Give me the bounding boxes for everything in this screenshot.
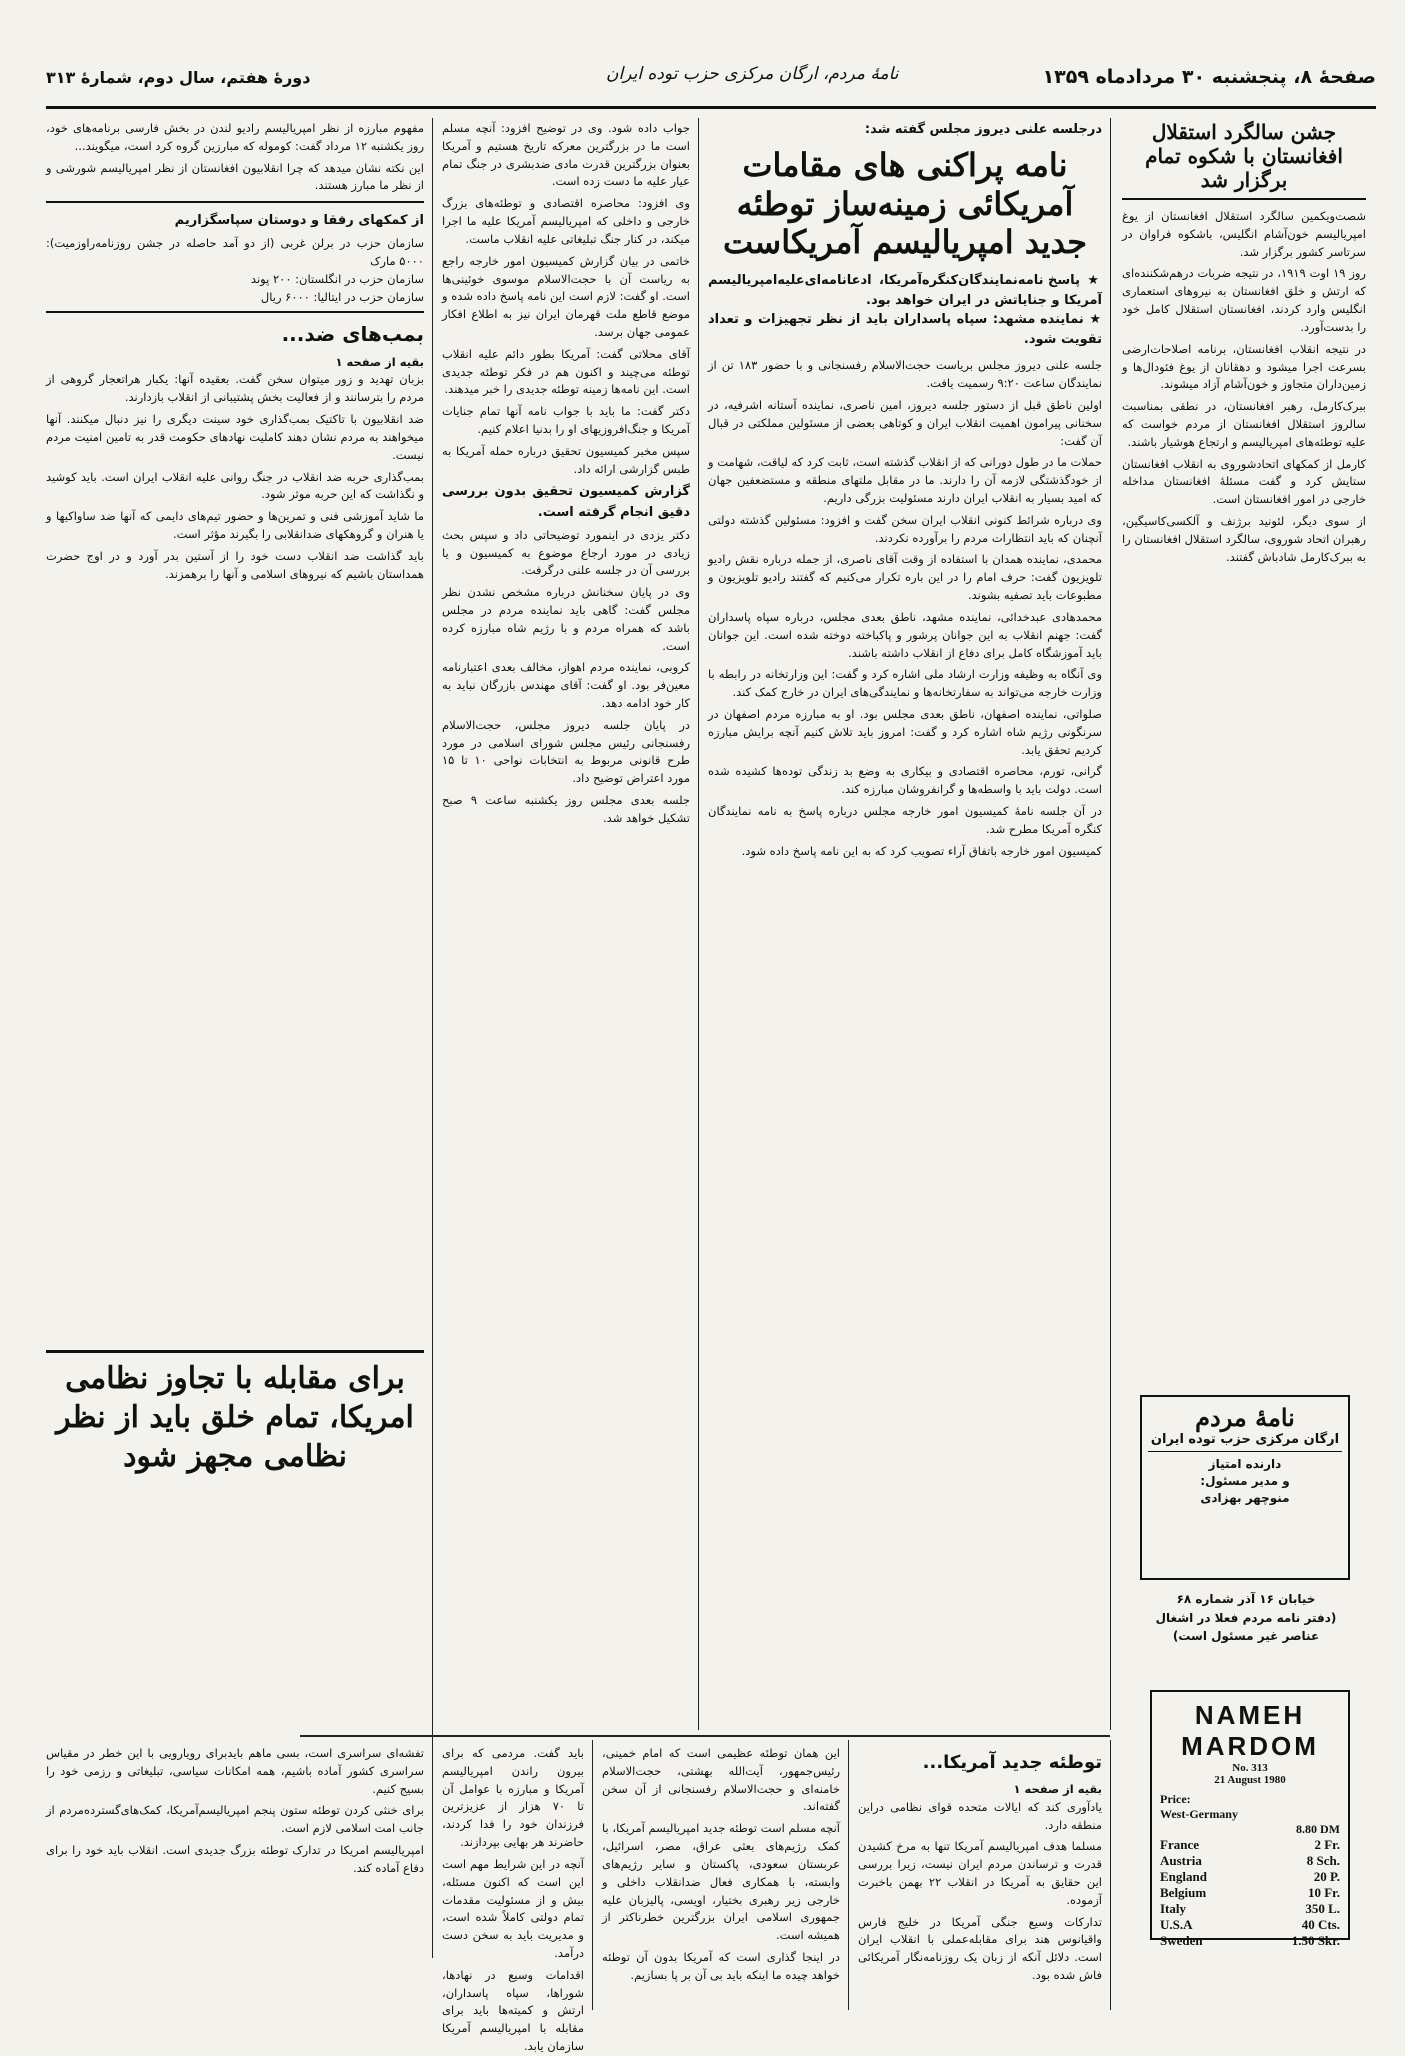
bombs-paragraph: بزبان تهدید و زور میتوان سخن گفت. بعقیده آنها: یکبار هراتعجار گروهی از مردم را بترسانند و از فعالیت بخش پشتیبانی از انقلاب بازدارند. (46, 372, 424, 405)
price-row (1160, 1901, 1340, 1917)
column-rule (1110, 1740, 1111, 2010)
issue-no: No. 313 (1232, 1762, 1268, 1774)
price-country: Austria (1160, 1853, 1202, 1868)
plot-paragraph: مسلما هدف امپریالیسم آمریکا تنها به مرخ کشیدن قدرت و ترساندن مردم ایران نیست، زیرا بررسی این حقایق به آمریکا در انقلاب ۲۲ بهمن باخبرت آزموده. (858, 1839, 1102, 1907)
mardom-title: MARDOM (1181, 1731, 1319, 1761)
main-paragraph: جلسه علنی دیروز مجلس بریاست حجت‌الاسلام رفسنجانی و با حضور ۱۸۳ تن از نمایندگان ساعت ۹:۲۰ رسمیت یافت. (708, 358, 1102, 391)
plot-paragraph: یادآوری کند که ایالات متحده قوای نظامی دراین منطقه دارد. (858, 1799, 1102, 1832)
column-rule (432, 118, 433, 1958)
main-article (708, 120, 1102, 1730)
price-country: France (1160, 1837, 1199, 1852)
main-kicker: درجلسه علنی دیروز مجلس گفته شد: (864, 122, 1102, 137)
main-paragraph: محمدی، نماینده همدان با استفاده از وقت آقای ناصری، از جمله درباره نقش رادیو تلویزیون گفت: حرف امام را در این باره تکرار می‌کنیم که گفتند رادیو تلویزیون و مطبوعات باید تصفیه بشوند. (708, 552, 1102, 603)
article-paragraph: دکتر گفت: ما باید با جواب نامه آنها تمام جنایات آمریکا و جنگ‌افروزیهای او را بدنیا اعلام کنیم. (442, 404, 690, 436)
main-paragraph: حملات ما در طول دورانی که از انقلاب گذشته است، ثابت کرد که لیاقت، شهامت و از خودگذشتگی لازمه آن را دارند. ما در مقابل ملتهای منطقه و مستضعفین جهان که امید بسیار به انقلاب ایران دارند مسئولیت بزرگی داریم. (708, 455, 1102, 505)
plot-paragraph: در اینجا گذاری است که آمریکا بدون آن توطئه خواهد چیده ما اینکه باید بی آن بر پا بسازیم. (602, 1949, 840, 1982)
price-row (1160, 1869, 1340, 1885)
masthead-line: منوچهر بهزادی (1200, 1490, 1290, 1505)
plot-title: توطئه جدید آمریکا... (922, 1752, 1102, 1773)
price-country: Belgium (1160, 1885, 1207, 1900)
radio-paragraph: این نکته نشان میدهد که چرا انقلابیون افغانستان از نظر امپریالیسم شورشی و از نظر ما مبارز هستند. (46, 160, 424, 193)
main-bullet: ★ نماینده مشهد: سپاه پاسداران باید از نظر تجهیزات و تعداد تقویت شود. (708, 310, 1102, 349)
article-paragraph: وی در پایان سخنانش درباره مشخص نشدن نظر مجلس گفت: گاهی باید نماینده مردم در مجلس باشد که همراه مردم و با رژیم شاه مبارزه کرده است. (442, 585, 690, 653)
masthead-line: دارنده امتیاز (1208, 1457, 1282, 1471)
bombs-paragraph: ضد انقلابیون با تاکتیک بمب‌گذاری خود سینت دیگری را نیز دنبال میکنند. آنها میخواهند به مردم نشان دهند کاملیت نهادهای حکومت قدر به تامین امنیت مردم نیست. (46, 412, 424, 462)
price-row (1160, 1933, 1340, 1949)
donation-line: سازمان حزب در ایتالیا: ۶۰۰۰ ریال (260, 289, 424, 304)
main-paragraph: اولین ناطق قبل از دستور جلسه دیروز، امین ناصری، نماینده آستانه اشرفیه، در سخنانی پیرامون اهمیت انقلاب ایران و کوتاهی بعضی از مسئولین مملکتی در قبال آن گفت: (708, 397, 1102, 448)
main-paragraph: وی درباره شرائط کنونی انقلاب ایران سخن گفت و افزود: مسئولین گذشته دولتی آنچنان که باید انتظارات مردم را برآورده نکردند. (708, 512, 1102, 545)
article-paragraph: آقای محلاتی گفت: آمریکا بطور دائم علیه انقلاب توطئه می‌چیند و اکنون هم در فکر توطئه جدیدی است. این نامه‌ها زمینه توطئه جدیدی را خبر میدهند. (442, 346, 690, 397)
issue-date: 21 August 1980 (1214, 1774, 1286, 1786)
price-row (1160, 1885, 1340, 1901)
donations-title: از کمکهای رفقا و دوستان سپاسگزاریم (174, 213, 424, 229)
afghan-paragraph: روز ۱۹ اوت ۱۹۱۹، در نتیجه ضربات درهم‌شکننده‌ای که ارتش و خلق افغانستان به نیروهای استعماری انگلیس وارد کردند، افغانستان استقلال کامل خود را بدست‌آورد. (1122, 266, 1366, 334)
column-rule (1110, 118, 1111, 1730)
price-value: 2 Fr. (1314, 1837, 1340, 1852)
bombs-paragraph: باید گذاشت ضد انقلاب دست خود را از آستین بدر آورد و در اوج حضرت همداستان باشیم که نیروهای اسلامی و آنها را برهمزند. (46, 548, 424, 581)
main-paragraph: صلواتی، نماینده اصفهان، ناطق بعدی مجلس بود. او به مبارزه مردم اصفهان در سرنگونی رژیم شاه اشاره کرد و گفت: امروز باید تلاش کنیم آنچه برایش مبارزه کردیم تحقق یابد. (708, 706, 1102, 757)
price-value: 10 Fr. (1307, 1885, 1340, 1900)
article-paragraph: جلسه بعدی مجلس روز یکشنبه ساعت ۹ صبح تشکیل خواهد شد. (442, 793, 690, 825)
left-column (46, 120, 424, 1340)
nameh-title: NAMEH (1194, 1700, 1306, 1730)
article-paragraph: جواب داده شود. وی در توضیح افزود: آنچه مسلم است ما در بزرگترین معرکه تاریخ هستیم و آمریکا بعنوان بزرگترین قدرت مادی ضدبشری در جنگ تمام عیار علیه ما دست زده است. (442, 121, 690, 189)
afghan-paragraph: کارمل از کمکهای اتحادشوروی به انقلاب افغانستان ستایش کرد و گفت مسئلهٔ افغانستان مداخله خارجی در امور افغانستان است. (1122, 456, 1366, 507)
masthead-subtitle: ارگان مرکزی حزب توده ایران (1148, 1432, 1342, 1452)
price-value: 40 Cts. (1301, 1917, 1340, 1932)
radio-paragraph: مفهوم مبارزه از نظر امپریالیسم رادیو لندن در بخش فارسی برنامه‌های خود، روز یکشنبه ۱۲ مرداد گفت: کوموله که مبارزین گروه کرد است، میگویند... (46, 121, 424, 153)
donations-box (46, 201, 424, 312)
column-rule (592, 1740, 593, 2010)
main-paragraph: کمیسیون امور خارجه باتفاق آراء تصویب کرد که به این نامه پاسخ داده شود. (741, 843, 1102, 858)
plot-paragraph: برای خنثی کردن توطئه ستون پنجم امپریالیسم‌آمریکا، کمک‌های‌گسترده‌مردم از جانب امت اسلامی لازم است. (46, 1803, 424, 1836)
article-paragraph: وی افزود: محاصره اقتصادی و توطئه‌های بزرگ خارجی و داخلی که امپریالیسم آمریکا علیه ما اجرا میکند، در کنار جنگ تبلیغاتی علیه انقلاب ماست. (442, 196, 690, 246)
price-box (1150, 1690, 1350, 1948)
plot-paragraph: این همان توطئه عظیمی است که امام خمینی، رئیس‌جمهور، آیت‌الله بهشتی، حجت‌الاسلام خامنه‌ای و حجت‌الاسلام رفسنجانی از آن سخن گفته‌اند. (602, 1746, 840, 1814)
main-bullet: ★ پاسخ نامه‌نمایندگان‌کنگره‌آمریکا، ادعانامه‌ای‌علیه‌امپریالیسم آمریکا و جنایاتش در ایران خواهد بود. (708, 271, 1102, 310)
afghan-paragraph: شصت‌ویکمین سالگرد استقلال افغانستان از یوغ امپریالیسم خون‌آشام انگلیس، باشکوه فراوان در سرتاسر کشور برگزار شد. (1122, 209, 1366, 259)
bombs-continued: بقیه از صفحه ۱ (335, 354, 424, 369)
plot-paragraph: امپریالیسم امریکا در تدارک توطئه بزرگ جدیدی است. انقلاب باید خود را برای دفاع آماده کند. (46, 1843, 424, 1875)
military-headline: برای مقابله با تجاوز نظامی امریکا، تمام خلق باید از نظر نظامی مجهز شود (46, 1350, 424, 1476)
masthead-address (1136, 1590, 1356, 1646)
plot-paragraph: باید گفت. مردمی که برای بیرون راندن امپریالیسم آمریکا و مبارزه با عوامل آن تا ۷۰ هزار از عزیزترین فرزندان خود را فدا کردند، حاضرند هر بهایی بپردازند. (442, 1746, 584, 1850)
article-paragraph: سپس مخبر کمیسیون تحقیق درباره حمله آمریکا به طبس گزارشی ارائه داد. (442, 443, 690, 476)
price-country: U.S.A (1160, 1917, 1193, 1932)
afghan-paragraph: در نتیجه انقلاب افغانستان، برنامه اصلاحات‌ارضی بسرعت اجرا میشود و دهقانان از یوغ فئودال‌ها و زمین‌داران متجاوز و خون‌آشام آزاد میشوند. (1122, 341, 1366, 392)
main-paragraph: وی آنگاه به وظیفه وزارت ارشاد ملی اشاره کرد و گفت: این وزارتخانه در رابطه با وزارت خارجه می‌تواند به سفارتخانه‌ها و نمایندگی‌های ایران در خارج کمک کند. (708, 667, 1102, 700)
price-country: England (1160, 1869, 1207, 1884)
masthead-lines (1148, 1456, 1342, 1506)
donation-line: سازمان حزب در برلن غربی (از دو آمد حاصله در جشن روزنامه‌راوزمیت): ۵۰۰۰ مارک (46, 236, 424, 269)
main-headline: نامه پراکنی های مقامات آمریکائی زمینه‌ساز توطئه جدید امپریالیسم آمریکاست (722, 146, 1088, 261)
price-country-main: West-Germany (1160, 1807, 1238, 1821)
price-row (1160, 1917, 1340, 1933)
header-date: صفحهٔ ۸، پنجشنبه ۳۰ مردادماه ۱۳۵۹ (1042, 66, 1376, 88)
afghan-paragraph: از سوی دیگر، لئونید برژنف و آلکسی‌کاسیگین، رهبران اتحاد شوروی، سالگرد استقلال افغانستان را به ببرک‌کارمل شادباش گفتند. (1121, 514, 1366, 564)
plot-paragraph: اقدامات وسیع در نهادها، شوراها، سپاه پاسداران، ارتش و کمیته‌ها باید برای مقابله با امپریالیسم آمریکا سازمان یابد. (442, 1967, 584, 2053)
price-value: 8 Sch. (1306, 1853, 1340, 1868)
article-subhead: گزارش کمیسیون تحقیق بدون بررسی دقیق انجام گرفته است. (442, 484, 690, 520)
plot-article (858, 1745, 1102, 2010)
plot-paragraph: آنچه در این شرایط مهم است این است که اکنون مسئله، بیش و از مسئولیت مقدمات تمام دولتی کاملاً شده است، و مدیریت باید به سخن دست درآمد. (442, 1856, 584, 1960)
plot-paragraph: آنچه مسلم است توطئه جدید امپریالیسم آمریکا، با کمک رژیم‌های بعثی عراق، مصر، اسرائیل، عربستان سعودی، پاکستان و سایر رژیم‌های وابسته، با همکاری فعال ضدانقلاب داخلی و خارجی زیر رهبری بختیار، اویسی، پالیزبان علیه جمهوری اسلامی ایران بزرگترین خطرناکتر از همیشه است. (602, 1821, 840, 1943)
plot-article-col3 (442, 1745, 584, 2053)
continued-article (442, 120, 690, 1730)
price-row (1160, 1837, 1340, 1853)
afghan-article (1122, 120, 1366, 1120)
price-row (1160, 1853, 1340, 1869)
bombs-paragraph: بمب‌گذاری حربه ضد انقلاب در جنگ روانی علیه انقلاب ایران است. باید کوشید و نگذاشت که این حربه موثر شود. (46, 469, 424, 502)
page-header (46, 58, 1376, 109)
main-paragraph: گرانی، تورم، محاصره اقتصادی و بیکاری به وضع بد زندگی توده‌ها کشیده شده است. دولت باید با واسطه‌ها و گرانفروشان مبارزه کند. (708, 764, 1102, 797)
price-label: Price: (1160, 1792, 1191, 1806)
price-value: 20 P. (1313, 1869, 1340, 1884)
header-masthead: نامهٔ مردم، ارگان مرکزی حزب توده ایران (606, 64, 899, 84)
masthead-title: نامهٔ مردم (1195, 1403, 1295, 1432)
section-rule (300, 1735, 1110, 1737)
plot-paragraph: تدارکات وسیع جنگی آمریکا در خلیج فارس واقیانوس هند برای مقابله‌عملی با انقلاب ایران است. دلائل آنکه از زبان یک روزنامه‌نگار آمریکائی فاش شده بود. (858, 1914, 1102, 1983)
article-paragraph: در پایان جلسه دیروز مجلس، حجت‌الاسلام رفسنجانی رئیس مجلس شورای اسلامی در مورد طرح قانونی مربوط به انتخابات نواحی ۱۰ تا ۱۵ مورد اعتراض توضیح داد. (442, 717, 690, 786)
main-paragraph: محمدهادی عبدخدائی، نماینده مشهد، ناطق بعدی مجلس، درباره سپاه پاسداران گفت: جهنم انقلاب به این جوانان پرشور و پاکباخته دوخته شده است. این جوانان باید آموزشگاه کامل برای دفاع از انقلاب داشته باشند. (708, 609, 1102, 660)
address-line: خیابان ۱۶ آذر شماره ۶۸ (1176, 1592, 1316, 1606)
main-paragraph: در آن جلسه نامهٔ کمیسیون امور خارجه مجلس درباره پاسخ به نامه نمایندگان کنگره آمریکا مطرح شد. (708, 804, 1102, 836)
article-paragraph: دکتر یزدی در اینمورد توضیحاتی داد و سپس بحث زیادی در مورد ارجاع موضوع به کمیسیون و یا بررسی آن در جلسه علنی درگرفت. (442, 527, 690, 578)
plot-article-col2 (602, 1745, 840, 2010)
afghan-paragraph: ببرک‌کارمل، رهبر افغانستان، در نطقی بمناسبت سالروز استقلال افغانستان از مردم خواست که علیه توطئه‌های امپریالیسم و ارتجاع هوشیار باشند. (1122, 399, 1366, 449)
afghan-headline: جشن سالگرد استقلال افغانستان با شکوه تمام برگزار شد (1122, 120, 1366, 200)
price-value: 350 L. (1305, 1901, 1340, 1916)
office-note: (دفتر نامه مردم فعلا در اشغال عناصر غیر مسئول است) (1155, 1610, 1337, 1644)
article-paragraph: کروبی، نماینده مردم اهواز، مخالف بعدی اعتبارنامه معین‌فر بود. او گفت: آقای مهندس بازرگان نباید به کار خود ادامه دهد. (442, 660, 690, 711)
price-value: 1.50 Skr. (1291, 1933, 1340, 1948)
masthead-line: و مدیر مسئول: (1200, 1473, 1290, 1488)
column-rule (698, 118, 699, 1730)
masthead-box (1140, 1395, 1350, 1580)
plot-article-col4 (46, 1745, 424, 2010)
donation-line: سازمان حزب در انگلستان: ۲۰۰ پوند (250, 272, 424, 287)
price-country: Italy (1160, 1901, 1186, 1916)
bombs-title: بمب‌های ضد... (281, 321, 424, 346)
plot-paragraph: تفشه‌ای سراسری است، بسی ماهم بایدبرای رویارویی با این خطر در مقیاس سراسری کشور آماده باشیم، همه امکانات سیاسی، تبلیغاتی و رزمی خود را بسیج کنیم. (46, 1746, 424, 1796)
bombs-paragraph: ما شاید آموزشی فنی و تمرین‌ها و حضور تیم‌های دایمی که آنها ضد ساواکیها و یا هنران و گروهکهای ضدانقلابی را بگیرند مؤثر است. (46, 509, 424, 541)
plot-continued: بقیه از صفحه ۱ (1013, 1781, 1102, 1796)
price-main: 8.80 DM (1296, 1822, 1340, 1836)
article-paragraph: خاتمی در بیان گزارش کمیسیون امور خارجه راجع به ریاست آن با حجت‌الاسلام موسوی خوئینی‌ها است. او گفت: لازم است این نامه پاسخ داده شده و موضع قاطع ملت قهرمان ایران نیز به اطلاع افکار عمومی جهان برسد. (442, 253, 690, 339)
column-rule (848, 1740, 849, 2010)
header-issue: دورهٔ هفتم، سال دوم، شمارهٔ ۳۱۳ (46, 68, 311, 87)
price-country: Sweden (1160, 1933, 1203, 1948)
